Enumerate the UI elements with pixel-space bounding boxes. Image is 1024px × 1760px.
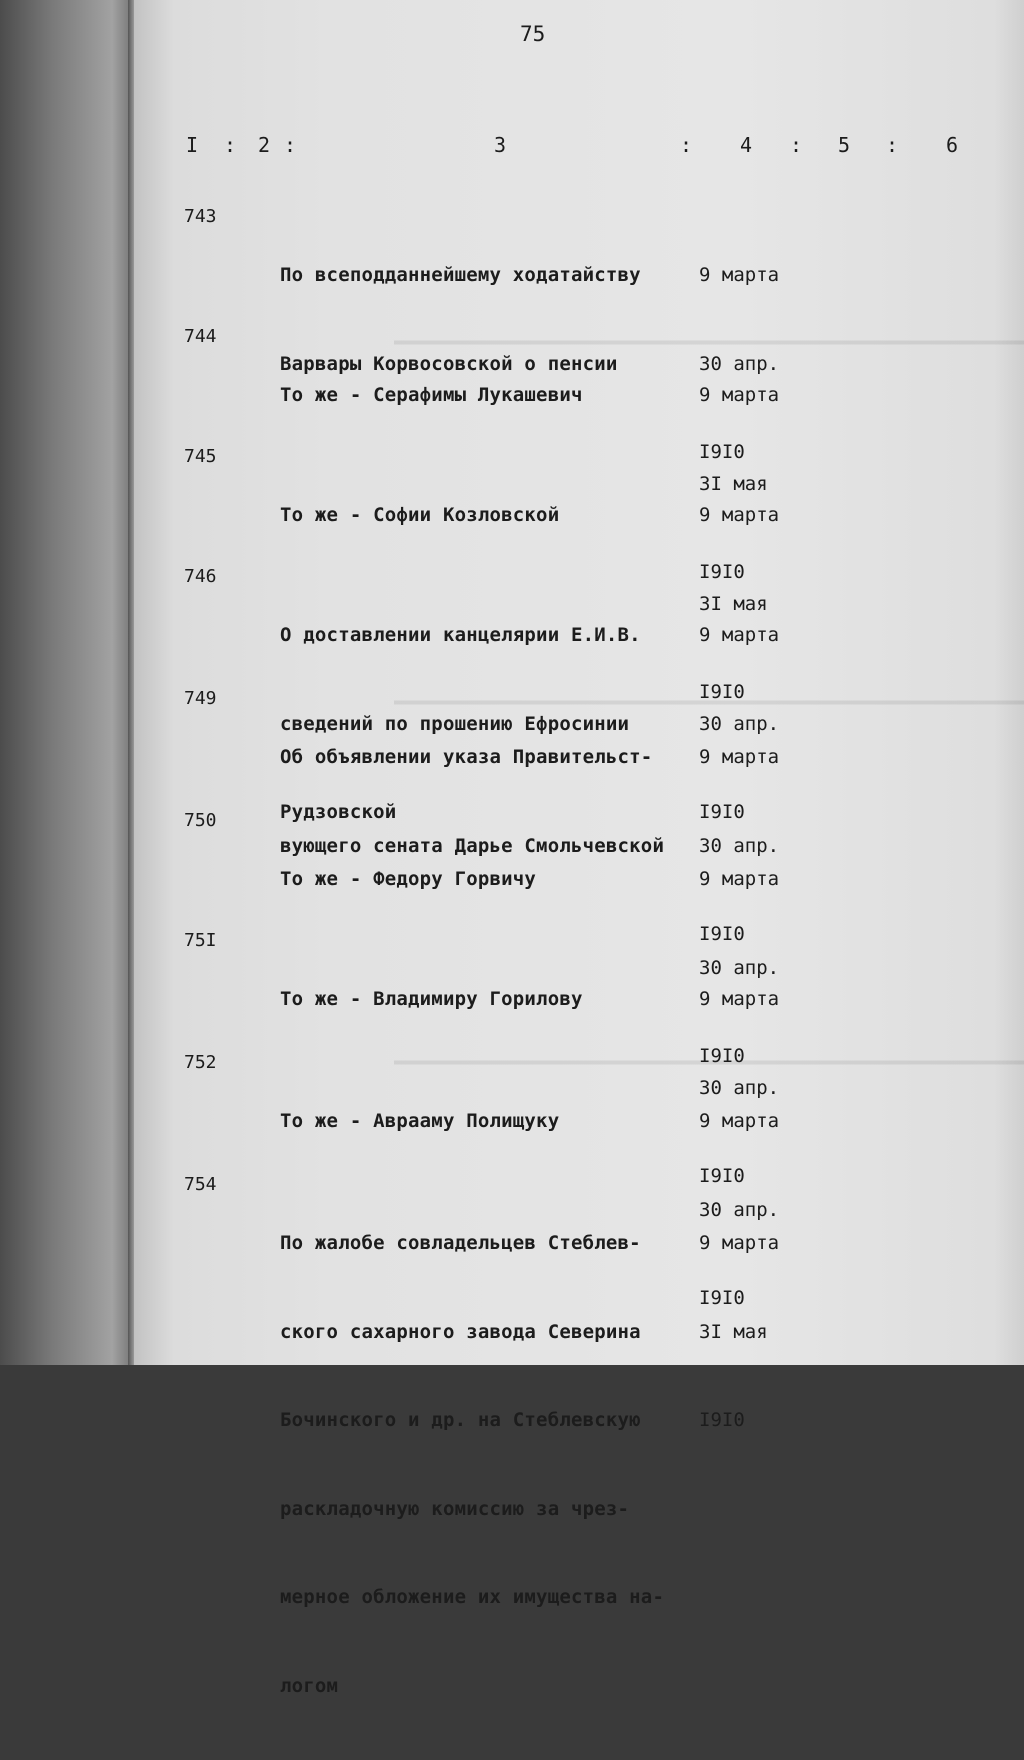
desc-line: То же - Владимиру Горилову xyxy=(280,988,583,1010)
date-line: 30 апр. xyxy=(699,712,780,735)
date-line: 9 марта xyxy=(699,504,780,526)
desc-line: То же - Аврааму Полищуку xyxy=(280,1110,560,1132)
date-line: 3I мая xyxy=(699,1320,768,1343)
desc-line: раскладочную комиссию за чрез- xyxy=(280,1497,630,1520)
left-page-edge xyxy=(0,0,132,1365)
entry-number: 743 xyxy=(184,206,217,227)
entry-number: 750 xyxy=(184,810,217,831)
date-line: 30 апр. xyxy=(699,1198,780,1221)
date-line: 30 апр. xyxy=(699,352,780,375)
col-header-sep-3: : xyxy=(680,133,693,157)
desc-line: По всеподданнейшему ходатайству xyxy=(280,264,641,286)
col-header-1: I xyxy=(186,133,199,157)
desc-line: По жалобе совладельцев Стеблев- xyxy=(280,1232,641,1254)
desc-line: Варвары Корвосовской о пенсии xyxy=(280,352,618,375)
col-header-sep-2: : xyxy=(284,133,297,157)
entry-number: 754 xyxy=(184,1174,217,1195)
desc-line: Об объявлении указа Правительст- xyxy=(280,746,653,768)
date-line: 9 марта xyxy=(699,384,780,406)
entry-number: 749 xyxy=(184,688,217,709)
date-line: I9I0 xyxy=(699,1409,745,1431)
date-line: 30 апр. xyxy=(699,834,780,857)
register-entries xyxy=(134,0,1024,1697)
date-line: I9I0 xyxy=(699,1165,745,1187)
date-line: 9 марта xyxy=(699,868,780,890)
desc-line: То же - Федору Горвичу xyxy=(280,868,537,890)
date-line: I9I0 xyxy=(699,561,745,583)
date-line: 30 апр. xyxy=(699,956,780,979)
col-header-sep-4: : xyxy=(790,133,803,157)
entry-number: 744 xyxy=(184,326,217,347)
desc-line: О доставлении канцелярии Е.И.В. xyxy=(280,624,641,646)
desc-line: логом xyxy=(280,1674,339,1697)
col-header-5: 5 xyxy=(838,133,851,157)
desc-line: Рудзовской xyxy=(280,801,397,823)
date-line: I9I0 xyxy=(699,801,745,823)
date-line: I9I0 xyxy=(699,1045,745,1067)
date-line: 3I мая xyxy=(699,472,768,495)
col-header-2: 2 xyxy=(258,133,271,157)
date-line: I9I0 xyxy=(699,681,745,703)
date-line: 3I мая xyxy=(699,592,768,615)
date-line: 9 марта xyxy=(699,624,780,646)
entry-number: 752 xyxy=(184,1052,217,1073)
col-header-sep-5: : xyxy=(886,133,899,157)
desc-line: вующего сената Дарье Смольчевской xyxy=(280,834,665,857)
desc-line: сведений по прошению Ефросинии xyxy=(280,712,630,735)
date-line: 9 марта xyxy=(699,1232,780,1254)
entry-number: 745 xyxy=(184,446,217,467)
col-header-3: 3 xyxy=(494,133,507,157)
col-header-sep-1: : xyxy=(224,133,237,157)
date-line: 9 марта xyxy=(699,746,780,768)
entry-number: 746 xyxy=(184,566,217,587)
date-line: 30 апр. xyxy=(699,1076,780,1099)
entry-dates xyxy=(699,1170,813,1495)
date-line: I9I0 xyxy=(699,441,745,463)
date-line: 9 марта xyxy=(699,1110,780,1132)
entry-number: 75I xyxy=(184,930,217,951)
page-number: 75 xyxy=(520,22,546,46)
date-line: I9I0 xyxy=(699,1287,745,1309)
desc-line: То же - Серафимы Лукашевич xyxy=(280,384,583,406)
date-line: 9 марта xyxy=(699,988,780,1010)
desc-line: мерное обложение их имущества на- xyxy=(280,1586,665,1608)
document-page xyxy=(134,0,1024,1697)
col-header-6: 6 xyxy=(946,133,959,157)
entry-description xyxy=(280,1170,700,1760)
date-line: 9 марта xyxy=(699,264,780,286)
desc-line: То же - Софии Козловской xyxy=(280,504,560,526)
desc-line: ского сахарного завода Северина xyxy=(280,1320,641,1343)
date-line: I9I0 xyxy=(699,923,745,945)
col-header-4: 4 xyxy=(740,133,753,157)
desc-line: Бочинского и др. на Стеблевскую xyxy=(280,1409,641,1431)
